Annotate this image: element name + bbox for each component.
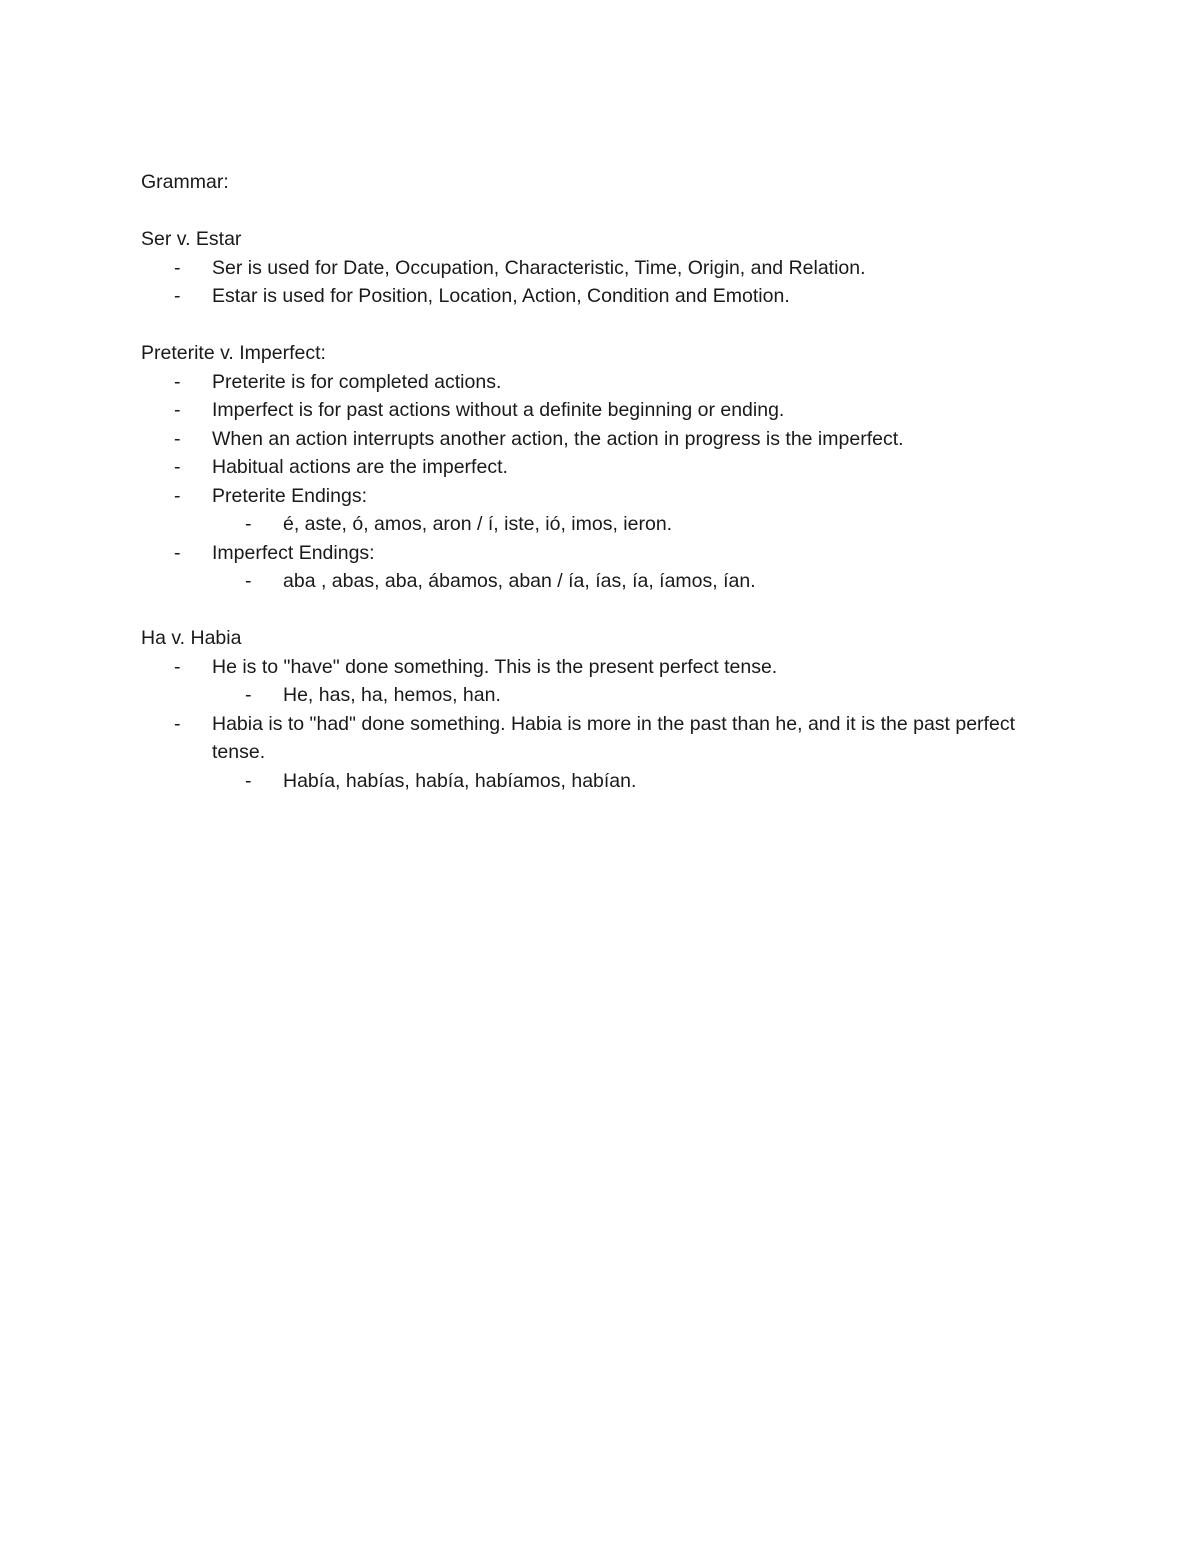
list-item-text: He is to "have" done something. This is the present perfect tense. — [212, 655, 778, 678]
list-item — [141, 425, 1041, 454]
list-item-text: Imperfect is for past actions without a definite beginning or ending. — [212, 399, 785, 421]
document-title: Grammar: — [141, 171, 229, 193]
bullet-dash: - — [245, 684, 252, 706]
list-item — [141, 539, 1041, 568]
spacer — [141, 197, 1041, 226]
bullet-dash: - — [174, 456, 181, 478]
bullet-dash: - — [174, 370, 181, 393]
list-item — [141, 396, 1041, 425]
bullet-dash: - — [174, 399, 181, 421]
he-forms-text: He, has, ha, hemos, han. — [283, 684, 501, 706]
bullet-dash: - — [174, 285, 181, 307]
habia-forms-text: Había, habías, había, habíamos, habían. — [283, 769, 637, 792]
bullet-dash: - — [174, 256, 181, 279]
bullet-dash: - — [174, 427, 181, 450]
list-item-text: Ser is used for Date, Occupation, Characteristic, Time, Origin, and Relation. — [212, 256, 866, 279]
bullet-dash: - — [174, 655, 181, 678]
list-item-text: Preterite is for completed actions. — [212, 370, 502, 393]
bullet-dash: - — [245, 570, 252, 592]
bullet-dash: - — [174, 484, 181, 507]
sub-list-item — [141, 510, 1041, 539]
list-item-text: When an action interrupts another action, the action in progress is the imperfect. — [212, 427, 904, 450]
imperfect-endings-text: aba , abas, aba, ábamos, aban / ía, ías, ía, íamos, ían. — [283, 570, 756, 592]
list-item — [141, 254, 1041, 283]
bullet-dash: - — [245, 769, 252, 792]
list-item-text: Habia is to "had" done something. Habia is more in the past than he, and it is the past perfect tense. — [212, 712, 1015, 763]
list-item — [141, 453, 1041, 482]
section-heading-preterite-imperfect: Preterite v. Imperfect: — [141, 342, 326, 364]
list-item — [141, 710, 1042, 767]
document-body — [141, 168, 1041, 795]
list-item — [141, 653, 1041, 682]
list-item — [141, 368, 1041, 397]
section-heading-ser-estar: Ser v. Estar — [141, 228, 242, 250]
list-item-text: Habitual actions are the imperfect. — [212, 456, 508, 478]
list-item-text: Estar is used for Position, Location, Action, Condition and Emotion. — [212, 285, 790, 307]
sub-list-item — [141, 681, 1041, 710]
bullet-dash: - — [245, 513, 252, 535]
spacer — [141, 311, 1041, 340]
list-item — [141, 482, 1041, 511]
list-item-text: Preterite Endings: — [212, 484, 368, 507]
sub-list-item — [141, 567, 1041, 596]
preterite-endings-text: é, aste, ó, amos, aron / í, iste, ió, imos, ieron. — [283, 513, 673, 535]
spacer — [141, 596, 1041, 625]
sub-list-item — [141, 767, 1041, 796]
list-item-text: Imperfect Endings: — [212, 541, 375, 564]
bullet-dash: - — [174, 541, 181, 564]
bullet-dash: - — [174, 712, 181, 735]
list-item — [141, 282, 1041, 311]
section-heading-ha-habia: Ha v. Habia — [141, 627, 242, 649]
